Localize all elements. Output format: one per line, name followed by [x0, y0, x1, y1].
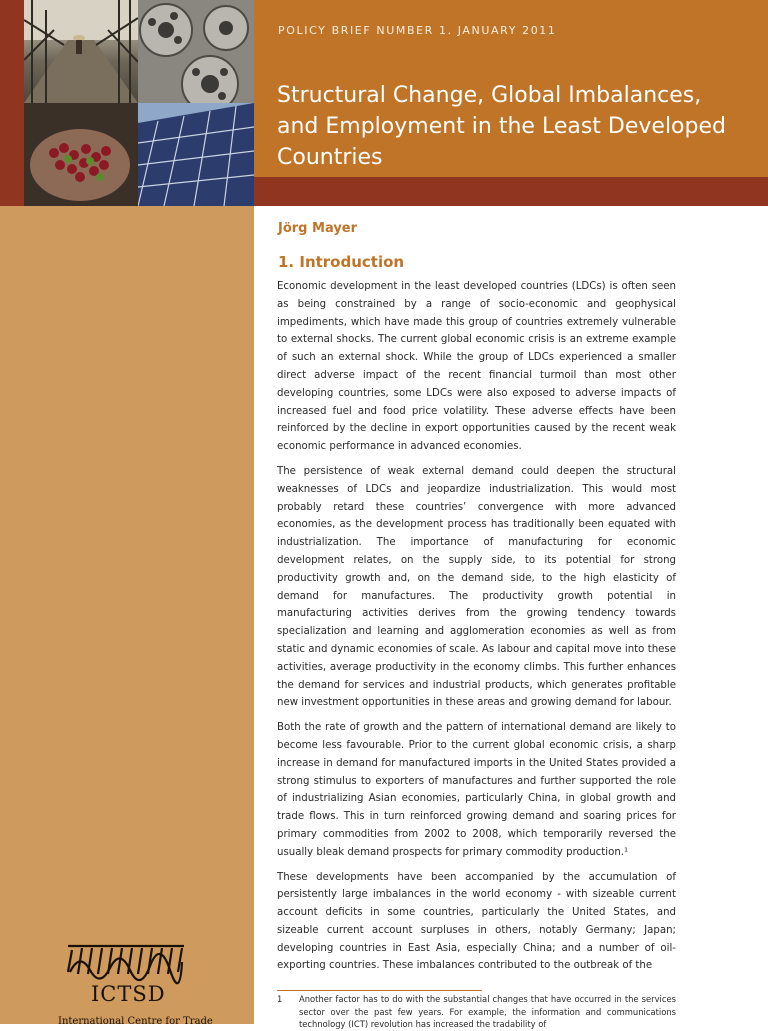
coffee-beans-photo: [24, 103, 138, 206]
document-title: Structural Change, Global Imbalances, and Employment in the Least Developed Countries: [277, 83, 726, 170]
gears-photo: [138, 0, 254, 103]
footnote: [277, 993, 676, 1031]
left-accent-strip: [0, 0, 24, 206]
paragraph: The persistence of weak external demand could deepen the structural weaknesses of LDCs and jeopardize industrialization. This would most probably retard these countries’ convergence with more advanced economies, as the development process has traditionally been equated with industrialization. The importance of manufacturing for economic development relates, on the supply side, to its potential for strong productivity growth and, on the demand side, to the high elasticity of demand for manufactures. The productivity growth potential in manufacturing activities derives from the growing tendency towards specialization and learning and agglomeration economies as well as from static and dynamic economies of scale. As labour and capital move into these activities, average productivity in the economy climbs. This further enhances the demand for services and industrial products, which generates profitable new investment opportunities in these areas and growing demand for labour.: [277, 465, 676, 709]
bridge-photo: [24, 0, 138, 103]
paragraph: Economic development in the least developed countries (LDCs) is often seen as being constrained by a range of socio-economic and geophysical impediments, which have made this group of countries extremely vulnerable to external shocks. The current global economic crisis is an extreme example of such an external shock. While the group of LDCs experienced a smaller direct adverse impact of the recent financial turmoil than most other developing countries, some LDCs were also exposed to adverse impacts of increased fuel and food price volatility. These adverse effects have been reinforced by the decline in export opportunities caused by the recent weak economic performance in advanced economies.: [277, 281, 676, 453]
paragraph: These developments have been accompanied by the accumulation of persistently large imbalances in the world economy - with sizeable current account deficits in some countries, particularly the United States, and sizeable current account surpluses in others, notably Germany; Japan; developing countries in East Asia, especially China; and a number of oil-exporting countries. These imbalances contributed to the outbreak of the: [277, 871, 676, 972]
footnote-text: Another factor has to do with the substantial changes that have occurred in the services sector over the past few years. For example, the information and communications technology (ICT) revolution has increased the tradability of: [299, 994, 676, 1029]
paragraph: Both the rate of growth and the pattern of international demand are likely to become less favourable. Prior to the current global economic crisis, a sharp increase in demand for manufactured imports in the United States provided a strong stimulus to exporters of manufactures and further supported the role of industrializing Asian economies, particularly China, in global growth and trade flows. This in turn reinforced growing demand and soaring prices for primary commodities from 2002 to 2008, which temporarily reversed the usually bleak demand prospects for primary commodity production.¹: [277, 722, 676, 858]
author-name: Jörg Mayer: [278, 221, 358, 236]
logo-subtitle: International Centre for Trade: [58, 1016, 213, 1027]
policy-brief-line: POLICY BRIEF NUMBER 1. JANUARY 2011: [278, 24, 557, 37]
footnote-number: 1: [277, 994, 283, 1004]
body-text: [277, 278, 676, 982]
solar-panels-photo: [138, 103, 254, 206]
section-heading: 1. Introduction: [278, 253, 405, 271]
sidebar-panel: [0, 206, 254, 1024]
footnote-divider: [277, 990, 482, 991]
header-stripe: [254, 177, 768, 206]
cover-photo-collage: [24, 0, 254, 206]
logo-name: ICTSD: [91, 982, 166, 1006]
